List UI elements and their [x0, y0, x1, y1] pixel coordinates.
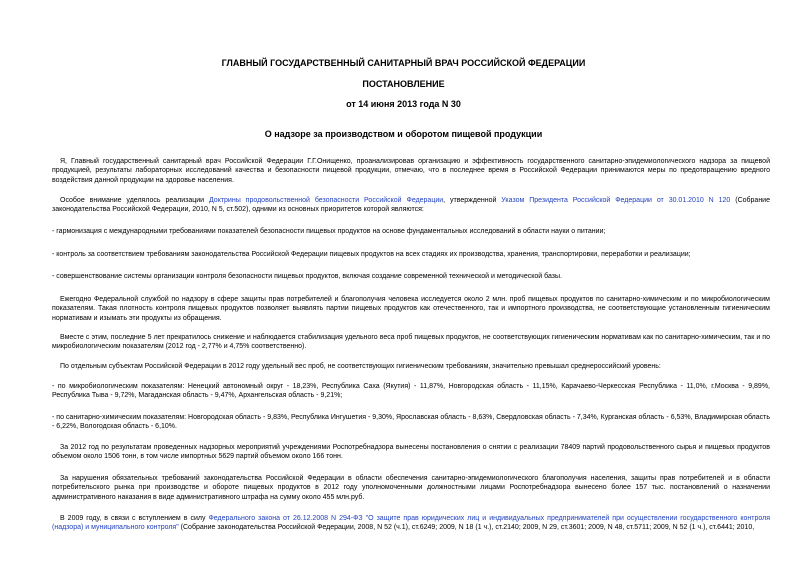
text-segment: , утвержденной: [443, 197, 502, 204]
list-item: - совершенствование системы организации контроля безопасности пищевых продуктов, включая создание современной технической и методической базы.: [52, 273, 562, 280]
paragraph-intro: Я, Главный государственный санитарный врач Российской Федерации Г.Г.Онищенко, проанализировав организацию и эффективность государственного санитарно-эпидемиологического надзора за пищевой продукцией, результаты лабораторных исследований качества и безопасности пищевой продукции, отмечаю, что в последнее время в Российской Федерации принимаются меры по предотвращению вредного воздействия данной продукции на здоровье населения.: [52, 158, 770, 184]
list-item-chemical: - по санитарно-химическим показателям: Новгородская область - 9,83%, Республика Ингушетия - 9,30%, Ярославская область - 8,63%, Свердловская область - 7,34%, Курганская область - 6,53%, Владимирская область - 6,22%, Вологодская область - 6,10%.: [52, 414, 770, 431]
doctrine-link[interactable]: Доктрины продовольственной безопасности Российской Федерации: [208, 197, 444, 204]
federal-law-link[interactable]: Федерального закона от 26.12.2008 N 294-ФЗ "О защите прав юридических лиц и индивидуальных предпринимателей при осуществлении государственного контроля (надзора) и муниципального контроля": [52, 515, 771, 532]
document-type: ПОСТАНОВЛЕНИЕ: [362, 79, 445, 89]
paragraph-priorities: [52, 196, 770, 215]
document-title: О надзоре за производством и оборотом пищевой продукции: [264, 129, 543, 139]
paragraph-annual-control: Ежегодно Федеральной службой по надзору в сфере защиты прав потребителей и благополучия человека исследуется около 2 млн. проб пищевых продуктов по санитарно-химическим и по микробиологическим показателям. Такая плотность контроля пищевых продуктов позволяет выявлять партии пищевых продуктов как отечественного, так и импортного производства, не соответствующие установленным гигиеническим нормативам и изымать эти продукты из обращения.: [52, 296, 770, 322]
list-item: - контроль за соответствием требованиям законодательства Российской Федерации пищевых продуктов на всех стадиях их производства, хранения, транспортировки, переработки и реализации;: [52, 251, 691, 258]
list-item: - гармонизация с международными требованиями показателей безопасности пищевых продуктов на основе фундаментальных исследований в области науки о питании;: [52, 228, 606, 235]
document-date-number: от 14 июня 2013 года N 30: [346, 99, 461, 109]
paragraph-penalties: За нарушения обязательных требований законодательства Российской Федерации в области обеспечения санитарно-эпидемиологического благополучия населения, защиты прав потребителей и в области потребительского рынка при производстве и обороте пищевых продуктов в 2012 году уполномоченными должностными лицами Роспотребнадзора вынесено более 157 тыс. постановлений о назначении административного наказания в виде административного штрафа на сумму около 455 млн.руб.: [52, 475, 770, 501]
text-segment: (Собрание законодательства Российской Федерации, 2010, N 5, ст.502), одними из основных приоритетов которой являются:: [52, 197, 770, 214]
paragraph-federal-law: [52, 514, 770, 533]
paragraph-results: За 2012 год по результатам проведенных надзорных мероприятий учреждениями Роспотребнадзора вынесены постановления о снятии с реализации 78409 партий продовольственного сырья и пищевых продуктов объемом около 1506 тонн, в том числе импортных 5629 партий объемом около 166 тонн.: [52, 444, 770, 461]
paragraph-regions: По отдельным субъектам Российской Федерации в 2012 году удельный вес проб, не соответствующих гигиеническим требованиям, значительно превышал среднероссийский уровень:: [60, 363, 661, 370]
authority-heading: ГЛАВНЫЙ ГОСУДАРСТВЕННЫЙ САНИТАРНЫЙ ВРАЧ РОССИЙСКОЙ ФЕДЕРАЦИИ: [221, 58, 586, 68]
decree-link[interactable]: Указом Президента Российской Федерации от 30.01.2010 N 120: [501, 197, 731, 204]
text-segment: В 2009 году, в связи с вступлением в силу: [60, 515, 209, 522]
text-segment: Особое внимание уделялось реализации: [60, 197, 209, 204]
text-segment: (Собрание законодательства Российской Федерации, 2008, N 52 (ч.1), ст.6249; 2009, N 18 (1 ч.), ст.2140; 2009, N 29, ст.3601; 2009, N 48, ст.5711; 2009, N 52 (1 ч.), ст.6441; 2010,: [178, 524, 755, 532]
paragraph-stabilization: Вместе с этим, последние 5 лет прекратилось снижение и наблюдается стабилизация удельного веса проб пищевых продуктов, не соответствующих гигиеническим нормативам как по санитарно-химическим, так и по микробиологическим показателям (2012 год - 2,77% и 4,75% соответственно).: [52, 334, 770, 351]
list-item-microbiological: - по микробиологическим показателям: Ненецкий автономный округ - 18,23%, Республика Саха (Якутия) - 11,87%, Новгородская область - 11,15%, Карачаево-Черкесская Республика - 11,0%, г.Москва - 9,89%, Республика Тыва - 9,72%, Магаданская область - 9,47%, Архангельская область - 9,21%;: [52, 383, 770, 400]
